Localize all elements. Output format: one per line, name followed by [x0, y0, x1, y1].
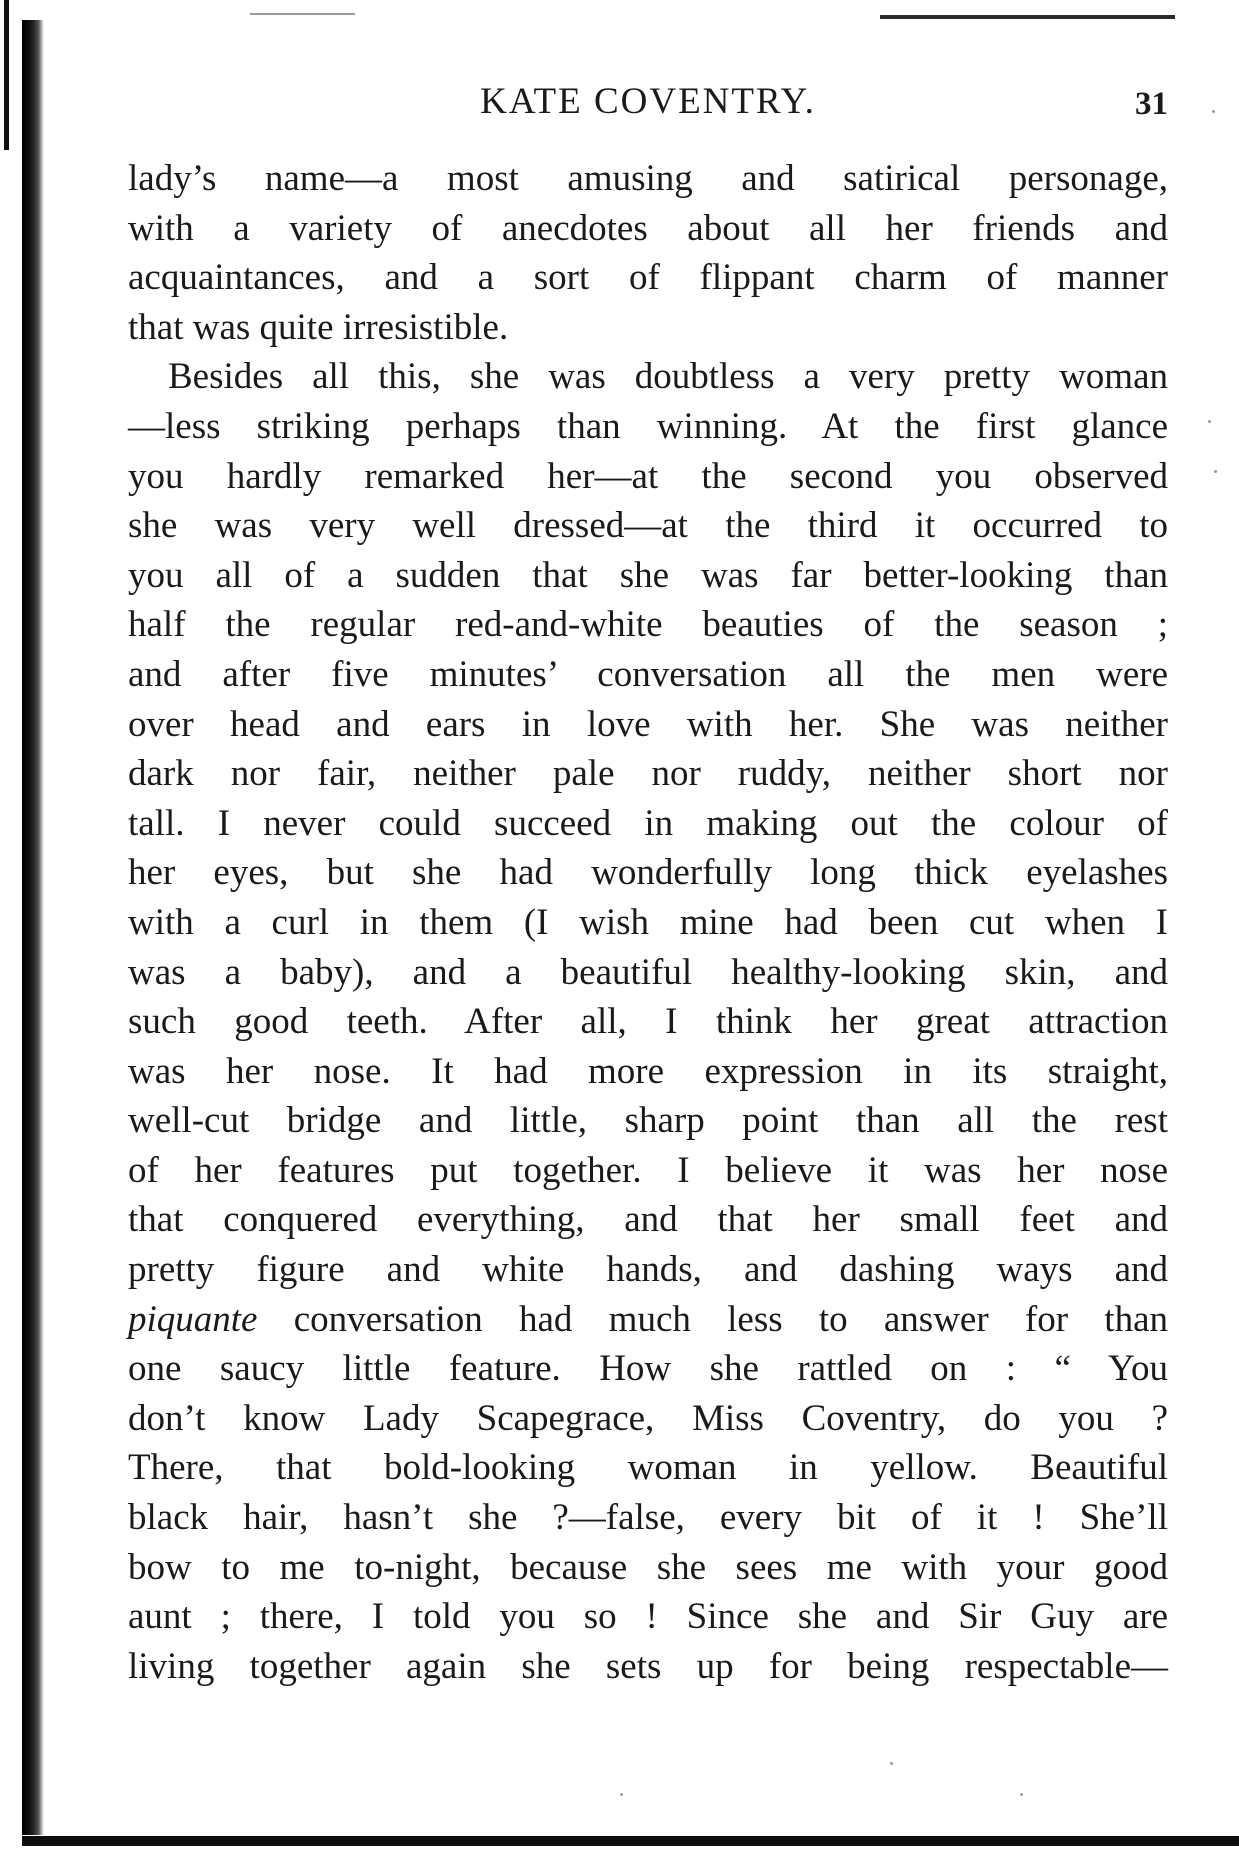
text-line: with a variety of anecdotes about all her friends and — [128, 207, 1168, 249]
text-line: over head and ears in love with her. She was neither — [128, 703, 1168, 745]
scan-speck — [890, 1762, 893, 1765]
text-line: was a baby), and a beautiful healthy-looking skin, and — [128, 951, 1168, 993]
text-line: you hardly remarked her—at the second you observed — [128, 455, 1168, 497]
scan-binding-mark — [4, 0, 9, 150]
text-line: and after five minutes’ conversation all the men were — [128, 653, 1168, 695]
text-line: one saucy little feature. How she rattled on : “ You — [128, 1348, 1168, 1390]
text-line: half the regular red-and-white beauties of the season ; — [128, 604, 1168, 646]
text-line: —less striking perhaps than winning. At the first glance — [128, 405, 1168, 447]
text-line: don’t know Lady Scapegrace, Miss Coventry, do you ? — [128, 1397, 1168, 1439]
text-line: black hair, hasn’t she ?—false, every bit of it ! She’ll — [128, 1497, 1168, 1539]
text-line: There, that bold-looking woman in yellow. Beautiful — [128, 1447, 1168, 1489]
text-line: of her features put together. I believe it was her nose — [128, 1149, 1168, 1191]
text-line-rest: conversation had much less to answer for than — [257, 1298, 1168, 1340]
text-line: lady’s name—a most amusing and satirical personage, — [128, 158, 1168, 199]
running-title: KATE COVENTRY. — [480, 81, 816, 122]
text-line: her eyes, but she had wonderfully long thick eyelashes — [128, 852, 1168, 894]
page-number: 31 — [1135, 86, 1168, 122]
scan-bottom-edge — [22, 1836, 1239, 1846]
text-line: tall. I never could succeed in making out the colour of — [128, 802, 1168, 844]
scan-speck — [1020, 1793, 1023, 1796]
body-text — [128, 154, 1168, 1691]
italic-word: piquante — [128, 1298, 258, 1340]
text-line: with a curl in them (I wish mine had been cut when I — [128, 901, 1168, 943]
scan-speck — [620, 1793, 623, 1796]
text-line: aunt ; there, I told you so ! Since she and Sir Guy are — [128, 1596, 1168, 1638]
scan-speck — [1214, 470, 1217, 473]
text-line: dark nor fair, neither pale nor ruddy, neither short nor — [128, 753, 1168, 795]
text-line: that was quite irresistible. — [128, 306, 509, 348]
text-line: such good teeth. After all, I think her great attraction — [128, 1001, 1168, 1043]
text-line — [128, 1295, 1168, 1345]
text-line: that conquered everything, and that her small feet and — [128, 1199, 1168, 1241]
text-line: well-cut bridge and little, sharp point than all the rest — [128, 1100, 1168, 1142]
scan-speck — [1208, 420, 1211, 423]
scan-top-mark-right — [880, 15, 1175, 19]
text-line: living together again she sets up for being respectable— — [128, 1645, 1168, 1687]
scan-binding-edge — [22, 20, 44, 1835]
running-head — [128, 76, 1168, 128]
text-line: you all of a sudden that she was far better-looking than — [128, 554, 1168, 596]
text-line: Besides all this, she was doubtless a very pretty woman — [168, 356, 1168, 398]
scan-speck — [1212, 110, 1215, 113]
scan-top-mark-left — [250, 13, 355, 15]
text-line: acquaintances, and a sort of flippant charm of manner — [128, 257, 1168, 299]
text-line: was her nose. It had more expression in its straight, — [128, 1050, 1168, 1092]
text-line: she was very well dressed—at the third it occurred to — [128, 505, 1168, 547]
text-line: pretty figure and white hands, and dashing ways and — [128, 1249, 1168, 1291]
text-line: bow to me to-night, because she sees me with your good — [128, 1546, 1168, 1588]
